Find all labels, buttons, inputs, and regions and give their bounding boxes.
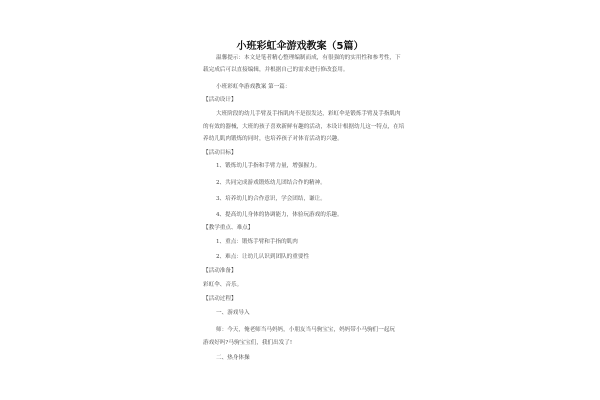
section-heading-key-points: 【教学重点、难点】	[203, 225, 254, 231]
preparation-text: 彩虹伞、音乐。	[203, 282, 243, 288]
key-point-1: 1、重点：锻炼手臂和手指的肌肉	[216, 239, 298, 245]
tip-text-line-1: 温馨提示：本文是笔者精心整理编制而成，有很强的的实用性和参考性，下	[216, 55, 401, 61]
design-line-1: 大班阶段的幼儿手臂及手指肌肉不是很发达，彩虹伞是锻炼手臂及手指肌肉	[216, 111, 401, 117]
dialog-line-1: 师：今天，俺老师当马妈妈，小朋友当马驹宝宝，妈妈带小马驹们一起玩	[216, 327, 396, 333]
goal-item-4: 4、提高幼儿身体的协调能力，体验玩游戏的乐趣。	[216, 212, 343, 218]
process-step-1: 一、游戏导入	[216, 310, 250, 316]
goal-item-3: 3、培养幼儿的合作意识，学会团结，谦让。	[216, 196, 326, 202]
design-line-2: 的有效的器械，大班的孩子喜欢新鲜有趣的活动，本设计根据幼儿这一特点，在培	[203, 124, 405, 130]
key-point-2: 2、难点：让幼儿认识到团队的重要性	[216, 254, 310, 260]
dialog-line-2: 游戏好吗?马驹宝宝们，我们出发了!	[203, 340, 293, 346]
design-line-3: 养幼儿肌肉锻炼的同时，也培养孩子对体育活动的兴趣。	[203, 136, 343, 142]
section-heading-preparation: 【活动准备】	[203, 268, 237, 274]
goal-item-2: 2、共同完成游戏锻炼幼儿团结合作的精神。	[216, 180, 326, 186]
goal-item-1: 1、锻炼幼儿手指和手臂力量，增强握力。	[216, 163, 321, 169]
document-title: 小班彩虹伞游戏教案（5篇）	[236, 41, 364, 52]
section-heading-process: 【活动过程】	[203, 296, 237, 302]
subtitle: 小班彩虹伞游戏教案 第一篇：	[216, 84, 291, 90]
tip-text-line-2: 载完成后可以直接编辑，并根据自己的需求进行修改套用。	[203, 67, 349, 73]
section-heading-design: 【活动设计】	[203, 97, 237, 103]
process-step-2: 二、热身体操	[216, 355, 250, 361]
section-heading-goals: 【活动目标】	[203, 150, 237, 156]
